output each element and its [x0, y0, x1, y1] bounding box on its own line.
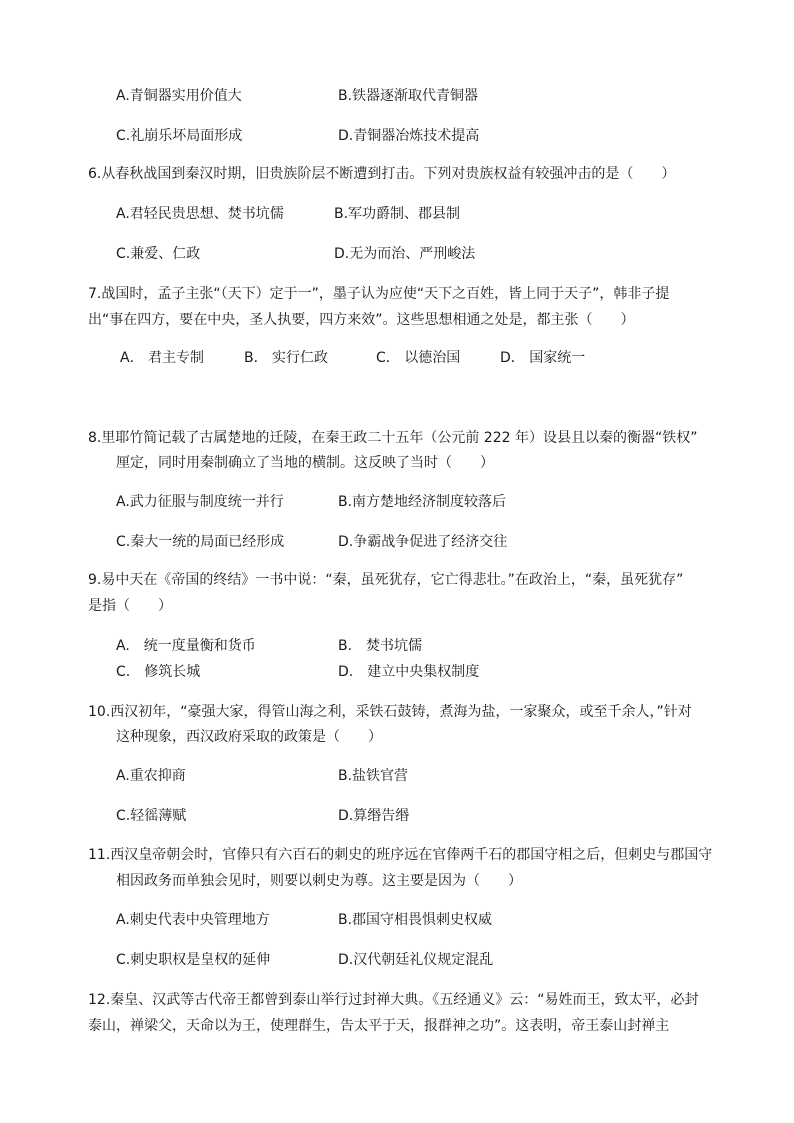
q11-option-b: B.郡国守相畏惧刺史权威	[338, 912, 493, 928]
q5-option-d: D.青铜器冶炼技术提高	[338, 128, 480, 144]
q6-stem: 6.从春秋战国到秦汉时期，旧贵族阶层不断遭到打击。下列对贵族权益有较强冲击的是（ ）	[88, 166, 676, 182]
q10-option-c: C.轻徭薄赋	[116, 808, 187, 824]
q10-option-b: B.盐铁官营	[338, 768, 409, 784]
q12-stem-line2: 泰山，禅梁父，天命以为王，使理群生，告太平于天，报群神之功”。这表明，帝王泰山封禅主	[88, 1018, 670, 1034]
q9-option-d: D. 建立中央集权制度	[338, 664, 480, 680]
q6-option-d: D.无为而治、严刑峻法	[334, 246, 476, 262]
q5-option-b: B.铁器逐渐取代青铜器	[338, 88, 479, 104]
q9-option-a: A. 统一度量衡和货币	[116, 638, 256, 654]
q8-option-d: D.争霸战争促进了经济交往	[338, 534, 508, 550]
q5-option-c: C.礼崩乐坏局面形成	[116, 128, 243, 144]
q9-stem-line1: 9.易中天在《帝国的终结》一书中说：“秦，虽死犹存，它亡得悲壮。”在政治上，“秦，虽死犹存”	[88, 572, 684, 588]
q7-option-c: C． 以德治国	[376, 350, 461, 366]
q7-option-a: A． 君主专制	[120, 350, 205, 366]
q6-option-c: C.兼爱、仁政	[116, 246, 201, 262]
q8-stem-line2: 厘定，同时用秦制确立了当地的横制。这反映了当时（ ）	[116, 455, 494, 471]
q7-stem-line1: 7.战国时，孟子主张“（天下）定于一”，墨子认为应使“天下之百姓，皆上同于天子”，韩非子提	[88, 286, 670, 302]
q7-stem-line2: 出“事在四方，要在中央，圣人执要，四方来效”。这些思想相通之处是，都主张（ ）	[88, 312, 635, 328]
q12-stem-line1: 12.秦皇、汉武等古代帝王都曾到泰山举行过封禅大典。《五经通义》云：“易姓而王，致太平，必封	[88, 992, 699, 1008]
q8-option-a: A.武力征服与制度统一并行	[116, 494, 284, 510]
q11-option-a: A.刺史代表中央管理地方	[116, 912, 270, 928]
q10-stem-line1: 10.西汉初年，“豪强大家，得管山海之利，采铁石鼓铸，煮海为盐，一家聚众，或至千余人，”针对	[88, 704, 692, 720]
q9-option-b: B. 焚书坑儒	[338, 638, 423, 654]
q11-option-d: D.汉代朝廷礼仪规定混乱	[338, 952, 494, 968]
q5-option-a: A.青铜器实用价值大	[116, 88, 242, 104]
q11-stem-line1: 11.西汉皇帝朝会时，官俸只有六百石的刺史的班序远在官俸两千石的郡国守相之后，但刺史与郡国守	[88, 847, 713, 863]
q9-option-c: C. 修筑长城	[116, 664, 201, 680]
q10-option-d: D.算缗告缗	[338, 808, 410, 824]
q7-option-b: B． 实行仁政	[244, 350, 329, 366]
q8-option-c: C.秦大一统的局面已经形成	[116, 534, 285, 550]
q6-option-b: B.军功爵制、郡县制	[334, 206, 461, 222]
q10-stem-line2: 这种现象，西汉政府采取的政策是（ ）	[116, 729, 382, 745]
q9-stem-line2: 是指（ ）	[88, 598, 172, 614]
q8-stem-line1: 8.里耶竹简记载了古属楚地的迁陵，在秦王政二十五年（公元前 222 年）设县且以秦的衡器“铁权”	[88, 430, 698, 446]
q6-option-a: A.君轻民贵思想、焚书坑儒	[116, 206, 284, 222]
q11-option-c: C.刺史职权是皇权的延伸	[116, 952, 271, 968]
q10-option-a: A.重农抑商	[116, 768, 186, 784]
q7-option-d: D． 国家统一	[500, 350, 586, 366]
q8-option-b: B.南方楚地经济制度较落后	[338, 494, 507, 510]
q11-stem-line2: 相因政务而单独会见时，则要以刺史为尊。这主要是因为（ ）	[116, 873, 522, 889]
